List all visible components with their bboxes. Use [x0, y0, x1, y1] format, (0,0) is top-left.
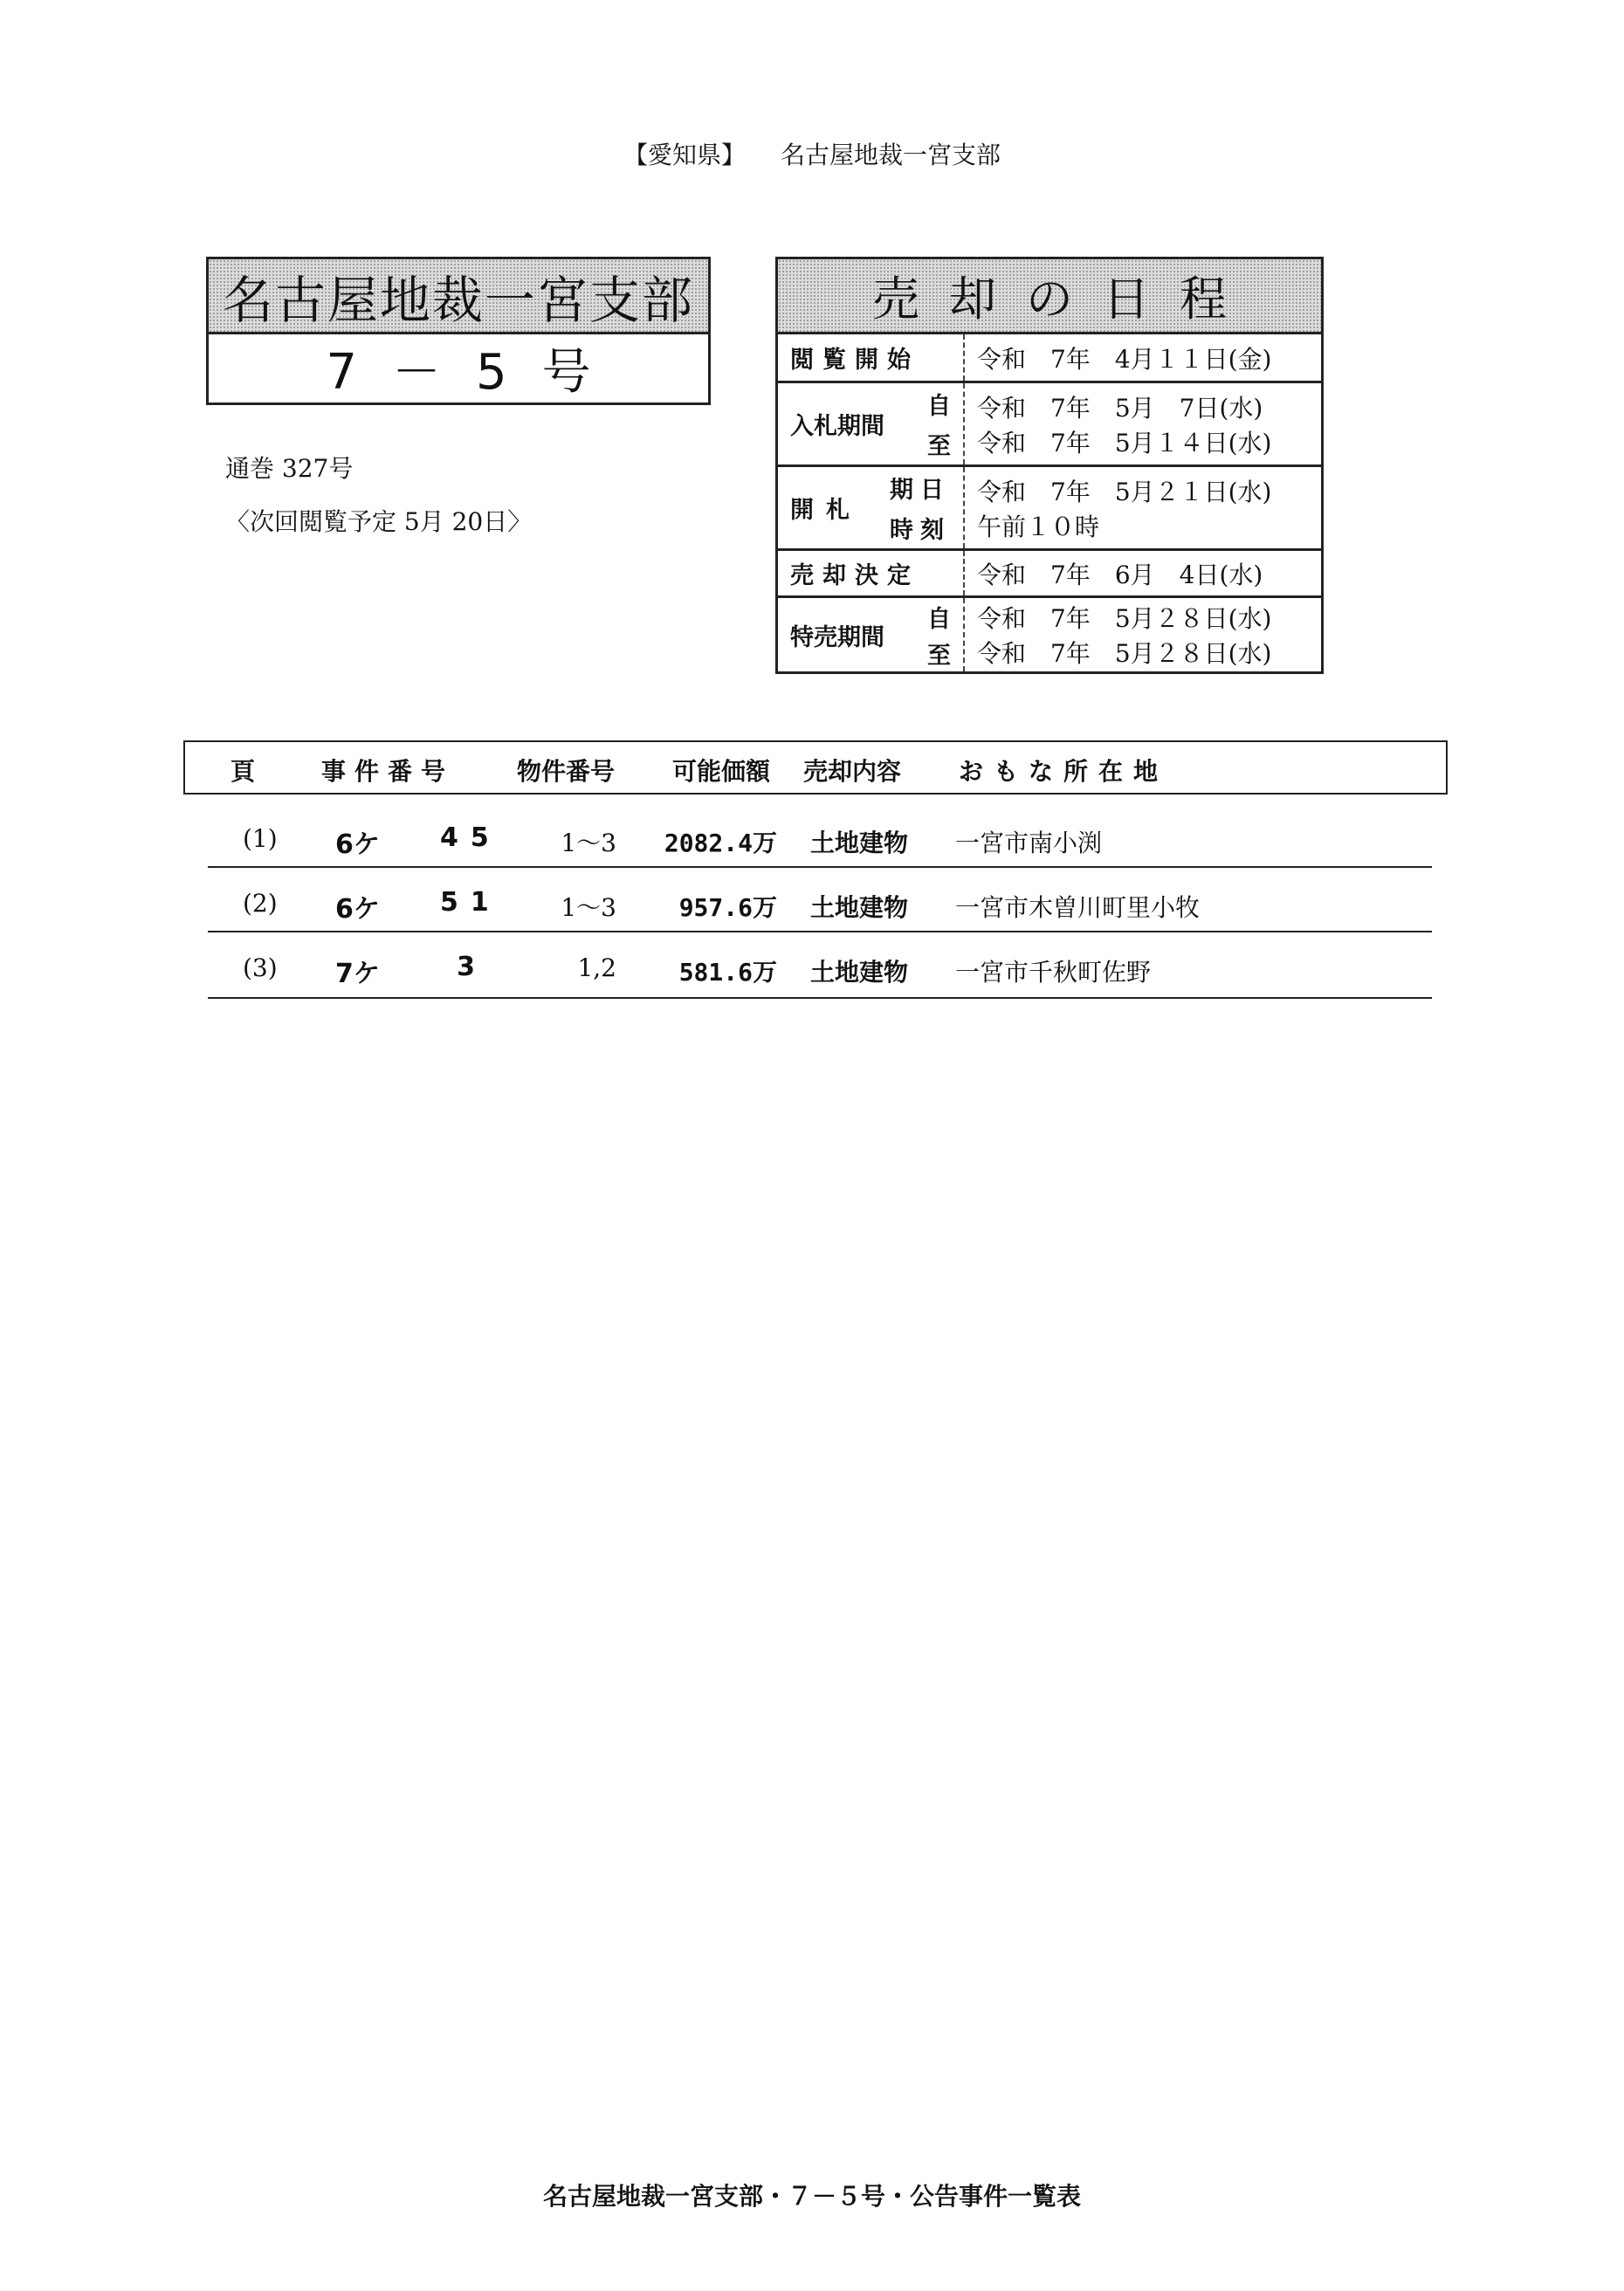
schedule-value: [963, 334, 1321, 381]
schedule-value: [963, 383, 1321, 464]
volume-number: 通巻 327号: [225, 454, 354, 483]
schedule-date: 令和 7年 6月 4日(水): [977, 560, 1263, 589]
schedule-sublabel-date: 期日: [890, 476, 951, 504]
row-property-number: 1～3: [561, 893, 616, 922]
row-page: (3): [243, 953, 278, 982]
page-header: [0, 136, 1624, 171]
schedule-label: 特売期間: [790, 623, 884, 651]
court-label: 名古屋地裁一宮支部: [781, 141, 1001, 169]
row-case-type: 6ケ: [335, 894, 380, 925]
schedule-sublabel-from: 自: [927, 605, 951, 633]
row-sale-content: 土地建物: [810, 893, 909, 922]
issue-number: 7－5号: [326, 344, 626, 401]
schedule-time: 午前１０時: [977, 512, 1100, 541]
schedule-sublabels: [927, 598, 963, 671]
schedule-date: 令和 7年 4月１１日(金): [977, 344, 1272, 374]
schedule-label: 入札期間: [790, 413, 884, 440]
schedule-row-opening: [778, 467, 1321, 551]
row-divider: [208, 931, 1432, 932]
schedule-label: 開札: [790, 497, 862, 524]
schedule-label: 売却決定: [790, 562, 919, 589]
schedule-date-from: 令和 7年 5月 7日(水): [977, 393, 1263, 423]
schedule-date-to: 令和 7年 5月１４日(水): [977, 428, 1272, 458]
row-divider: [208, 866, 1432, 868]
schedule-value: [963, 467, 1321, 548]
schedule-row-bidding: [778, 383, 1321, 467]
row-sale-content: 土地建物: [810, 829, 909, 857]
schedule-date-to: 令和 7年 5月２８日(水): [977, 639, 1272, 668]
row-location: 一宮市千秋町佐野: [955, 958, 1152, 987]
schedule-value: [963, 551, 1321, 595]
row-price: 957.6万: [678, 893, 777, 922]
row-case-number: 3: [457, 952, 487, 982]
header-page: 頁: [231, 757, 256, 786]
schedule-sublabels: [927, 383, 963, 464]
next-viewing-date: 〈次回閲覧予定 5月 20日〉: [225, 507, 533, 536]
schedule-row-viewing: [778, 334, 1321, 383]
schedule-label-group: [778, 467, 963, 548]
row-page: (1): [243, 824, 278, 853]
schedule-date-from: 令和 7年 5月２８日(水): [977, 604, 1272, 633]
case-table-header: [183, 740, 1448, 795]
row-sale-content: 土地建物: [810, 958, 909, 987]
header-case-number: 事件番号: [321, 757, 455, 786]
schedule-sublabel-to: 至: [927, 433, 951, 461]
court-name: 名古屋地裁一宮支部: [209, 259, 708, 334]
schedule-label: 閲覧開始: [790, 347, 919, 374]
header-location: おもな所在地: [959, 757, 1169, 786]
row-location: 一宮市木曽川町里小牧: [955, 893, 1201, 922]
page-footer: 名古屋地裁一宮支部・７－５号・公告事件一覧表: [542, 2182, 1081, 2211]
schedule-row-special-sale: [778, 598, 1321, 671]
schedule-date: 令和 7年 5月２１日(水): [977, 477, 1272, 506]
header-price: 可能価額: [672, 757, 771, 786]
row-case-number: 45: [440, 822, 501, 853]
row-price: 2082.4万: [664, 829, 777, 857]
schedule-value: [963, 598, 1321, 671]
sale-schedule-box: [775, 257, 1324, 674]
schedule-sublabel-time: 時刻: [890, 517, 951, 545]
schedule-label-group: [778, 598, 963, 671]
schedule-row-decision: [778, 551, 1321, 598]
schedule-label-group: [778, 383, 963, 464]
court-issue-box: [206, 257, 711, 405]
row-price: 581.6万: [678, 958, 777, 987]
row-page: (2): [243, 889, 278, 918]
schedule-sublabel-to: 至: [927, 642, 951, 670]
header-sale-content: 売却内容: [803, 757, 902, 786]
schedule-sublabels: [890, 467, 963, 548]
schedule-sublabel-from: 自: [927, 392, 951, 420]
prefecture-label: 【愛知県】: [623, 141, 746, 169]
row-property-number: 1,2: [577, 953, 616, 982]
row-case-type: 7ケ: [335, 959, 380, 989]
row-divider: [208, 997, 1432, 999]
row-case-number: 51: [440, 887, 501, 918]
header-property-number: 物件番号: [517, 757, 616, 786]
schedule-title: 売却の日程: [778, 259, 1321, 334]
row-case-type: 6ケ: [335, 829, 380, 860]
row-location: 一宮市南小渕: [955, 829, 1103, 857]
row-property-number: 1～3: [561, 829, 616, 857]
